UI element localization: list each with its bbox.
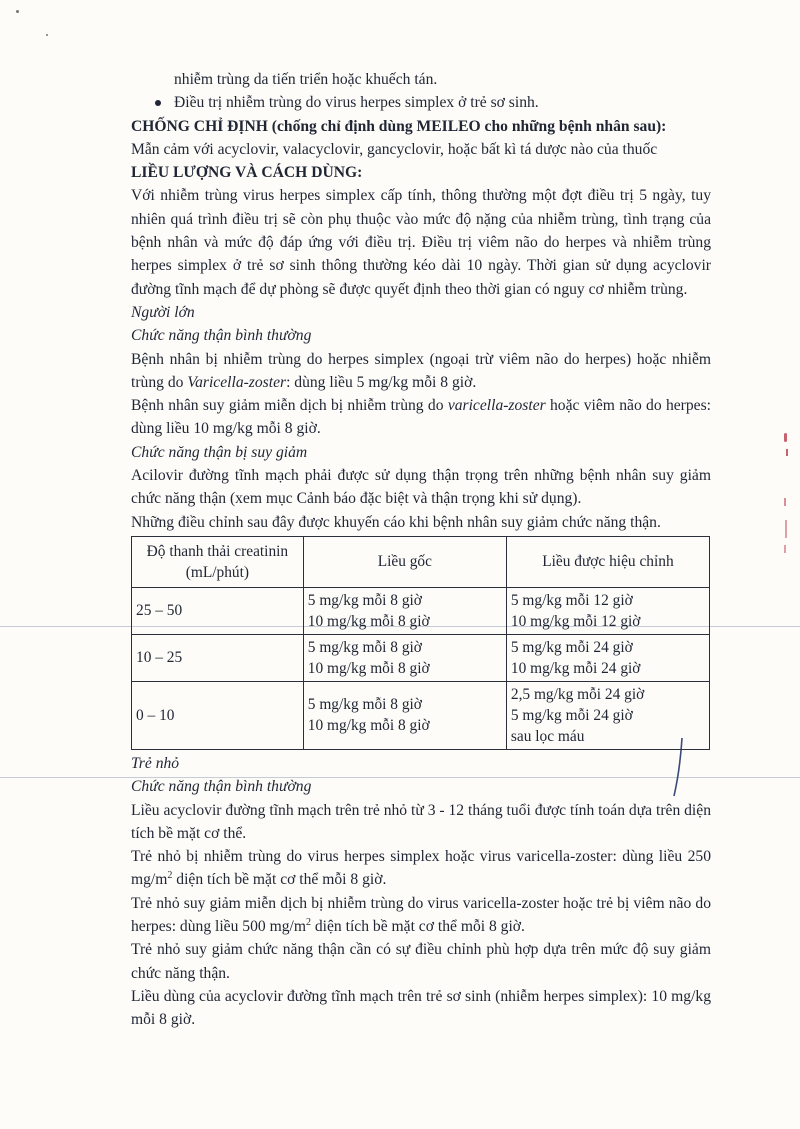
adults-normal-p1: [131, 348, 711, 395]
bullet-item: [131, 91, 711, 114]
dose-line: 5 mg/kg mỗi 8 giờ: [307, 638, 422, 656]
text-span: Trẻ nhỏ bị nhiễm trùng do virus herpes simplex hoặc virus varicella-zoster: dùng liều 250 mg/m: [131, 848, 711, 889]
children-p3: [131, 892, 711, 939]
superscript: 2: [305, 916, 311, 928]
dose-line: 10 mg/kg mỗi 8 giờ: [307, 612, 430, 630]
table-row: [132, 681, 710, 749]
dose-line: 5 mg/kg mỗi 8 giờ: [307, 696, 422, 714]
table-row: [132, 587, 710, 634]
dose-line: 5 mg/kg mỗi 12 giờ: [510, 591, 633, 609]
cell-adjusted: [506, 681, 709, 749]
document-body: [131, 68, 711, 1032]
dosage-heading: LIỀU LƯỢNG VÀ CÁCH DÙNG:: [131, 164, 363, 182]
text-span: Bệnh nhân bị nhiễm trùng do herpes simplex (ngoại trừ viêm não do herpes) hoặc nhiễm trùng do: [131, 350, 711, 391]
margin-mark: [784, 498, 786, 506]
dose-line: 2,5 mg/kg mỗi 24 giờ: [510, 685, 645, 703]
cell-adjusted: [506, 634, 709, 681]
margin-mark: [785, 520, 787, 538]
adults-impaired-p1: Acilovir đường tĩnh mạch phải được sử dụng thận trọng trên những bệnh nhân suy giảm chức năng thận (xem mục Cảnh báo đặc biệt và thận trọng khi sử dụng).: [131, 467, 711, 508]
cell-clearance: 25 – 50: [132, 587, 304, 634]
text-span: : dùng liều 5 mg/kg mỗi 8 giờ.: [286, 373, 477, 391]
dose-line: 5 mg/kg mỗi 24 giờ: [510, 638, 633, 656]
children-p1: Liều acyclovir đường tĩnh mạch trên trẻ nhỏ từ 3 - 12 tháng tuổi được tính toán dựa trên diện tích bề mặt cơ thể.: [131, 801, 711, 842]
header-base-dose: Liều gốc: [303, 536, 506, 587]
text-span: diện tích bề mặt cơ thể mỗi 8 giờ.: [172, 871, 387, 889]
text-span: Bệnh nhân suy giảm miễn dịch bị nhiễm trùng do: [131, 397, 448, 415]
cell-base: [303, 587, 506, 634]
dose-adjustment-table: [131, 536, 710, 750]
cell-clearance: 0 – 10: [132, 681, 304, 749]
dose-line: 10 mg/kg mỗi 12 giờ: [510, 612, 641, 630]
bullet-text: Điều trị nhiễm trùng do virus herpes simplex ở trẻ sơ sinh.: [174, 94, 539, 112]
adults-impaired-label: Chức năng thận bị suy giảm: [131, 443, 308, 461]
adults-normal-p2: [131, 394, 711, 441]
intro-continuation: nhiễm trùng da tiến triển hoặc khuếch tán.: [174, 71, 438, 88]
superscript: 2: [167, 870, 173, 882]
children-label: Trẻ nhỏ: [131, 754, 180, 772]
cell-adjusted: [506, 587, 709, 634]
text-span: Trẻ nhỏ suy giảm miễn dịch bị nhiễm trùng do virus varicella-zoster hoặc trẻ bị viêm não do herpes: dùng liều 500 mg/m: [131, 894, 711, 936]
adults-impaired-p2: Những điều chỉnh sau đây được khuyến cáo khi bệnh nhân suy giảm chức năng thận.: [131, 513, 661, 531]
dose-line: 5 mg/kg mỗi 8 giờ: [307, 591, 422, 609]
cell-base: [303, 634, 506, 681]
contraindication-heading: CHỐNG CHỈ ĐỊNH (chống chỉ định dùng MEILEO cho những bệnh nhân sau):: [131, 117, 667, 135]
adults-label: Người lớn: [131, 303, 195, 321]
italic-span: Varicella-zoster: [187, 373, 287, 391]
table-row: [132, 634, 710, 681]
adults-normal-label: Chức năng thận bình thường: [131, 327, 312, 345]
header-adjusted-dose: Liều được hiệu chỉnh: [506, 536, 709, 587]
dosage-intro: Với nhiễm trùng virus herpes simplex cấp tính, thông thường một đợt điều trị 5 ngày, tuy nhiên quá trình điều trị sẽ còn phụ thuộc vào mức độ nặng của nhiễm trùng, tình trạng của bệnh nhân và mức độ đáp ứng với điều trị. Điều trị viêm não do herpes và nhiễm trùng herpes simplex ở trẻ sơ sinh thông thường kéo dài 10 ngày. Thời gian sử dụng acyclovir đường tĩnh mạch để dự phòng sẽ được quyết định theo thời gian có nguy cơ nhiễm trùng.: [131, 187, 711, 298]
dose-line: 10 mg/kg mỗi 24 giờ: [510, 659, 641, 677]
table-header-row: [132, 536, 710, 587]
text-span: hoặc viêm não do herpes: dùng liều 10 mg/kg mỗi 8 giờ.: [131, 397, 711, 438]
scan-speck: [46, 34, 48, 36]
margin-mark: [784, 545, 786, 553]
header-clearance: Độ thanh thải creatinin (mL/phút): [132, 536, 304, 587]
scan-speck: [16, 10, 19, 13]
margin-mark: [784, 433, 787, 442]
children-p5: Liều dùng của acyclovir đường tĩnh mạch trên trẻ sơ sinh (nhiễm herpes simplex): 10 mg/kg mỗi 8 giờ.: [131, 987, 711, 1029]
dose-line: sau lọc máu: [510, 727, 585, 745]
dose-line: 5 mg/kg mỗi 24 giờ: [510, 706, 633, 724]
italic-span: varicella-zoster: [447, 397, 546, 415]
children-p4: Trẻ nhỏ suy giảm chức năng thận cần có sự điều chỉnh phù hợp dựa trên mức độ suy giảm chức năng thận.: [131, 941, 711, 982]
dose-line: 10 mg/kg mỗi 8 giờ: [307, 659, 430, 677]
children-p2: [131, 845, 711, 892]
contraindication-text: Mẫn cảm với acyclovir, valacyclovir, gancyclovir, hoặc bất kì tá dược nào của thuốc: [131, 140, 658, 158]
text-span: diện tích bề mặt cơ thể mỗi 8 giờ.: [310, 918, 525, 936]
margin-mark: [786, 449, 788, 456]
cell-clearance: 10 – 25: [132, 634, 304, 681]
dose-line: 10 mg/kg mỗi 8 giờ: [307, 717, 430, 735]
cell-base: [303, 681, 506, 749]
children-normal-label: Chức năng thận bình thường: [131, 778, 312, 796]
bullet-icon: [155, 100, 161, 106]
